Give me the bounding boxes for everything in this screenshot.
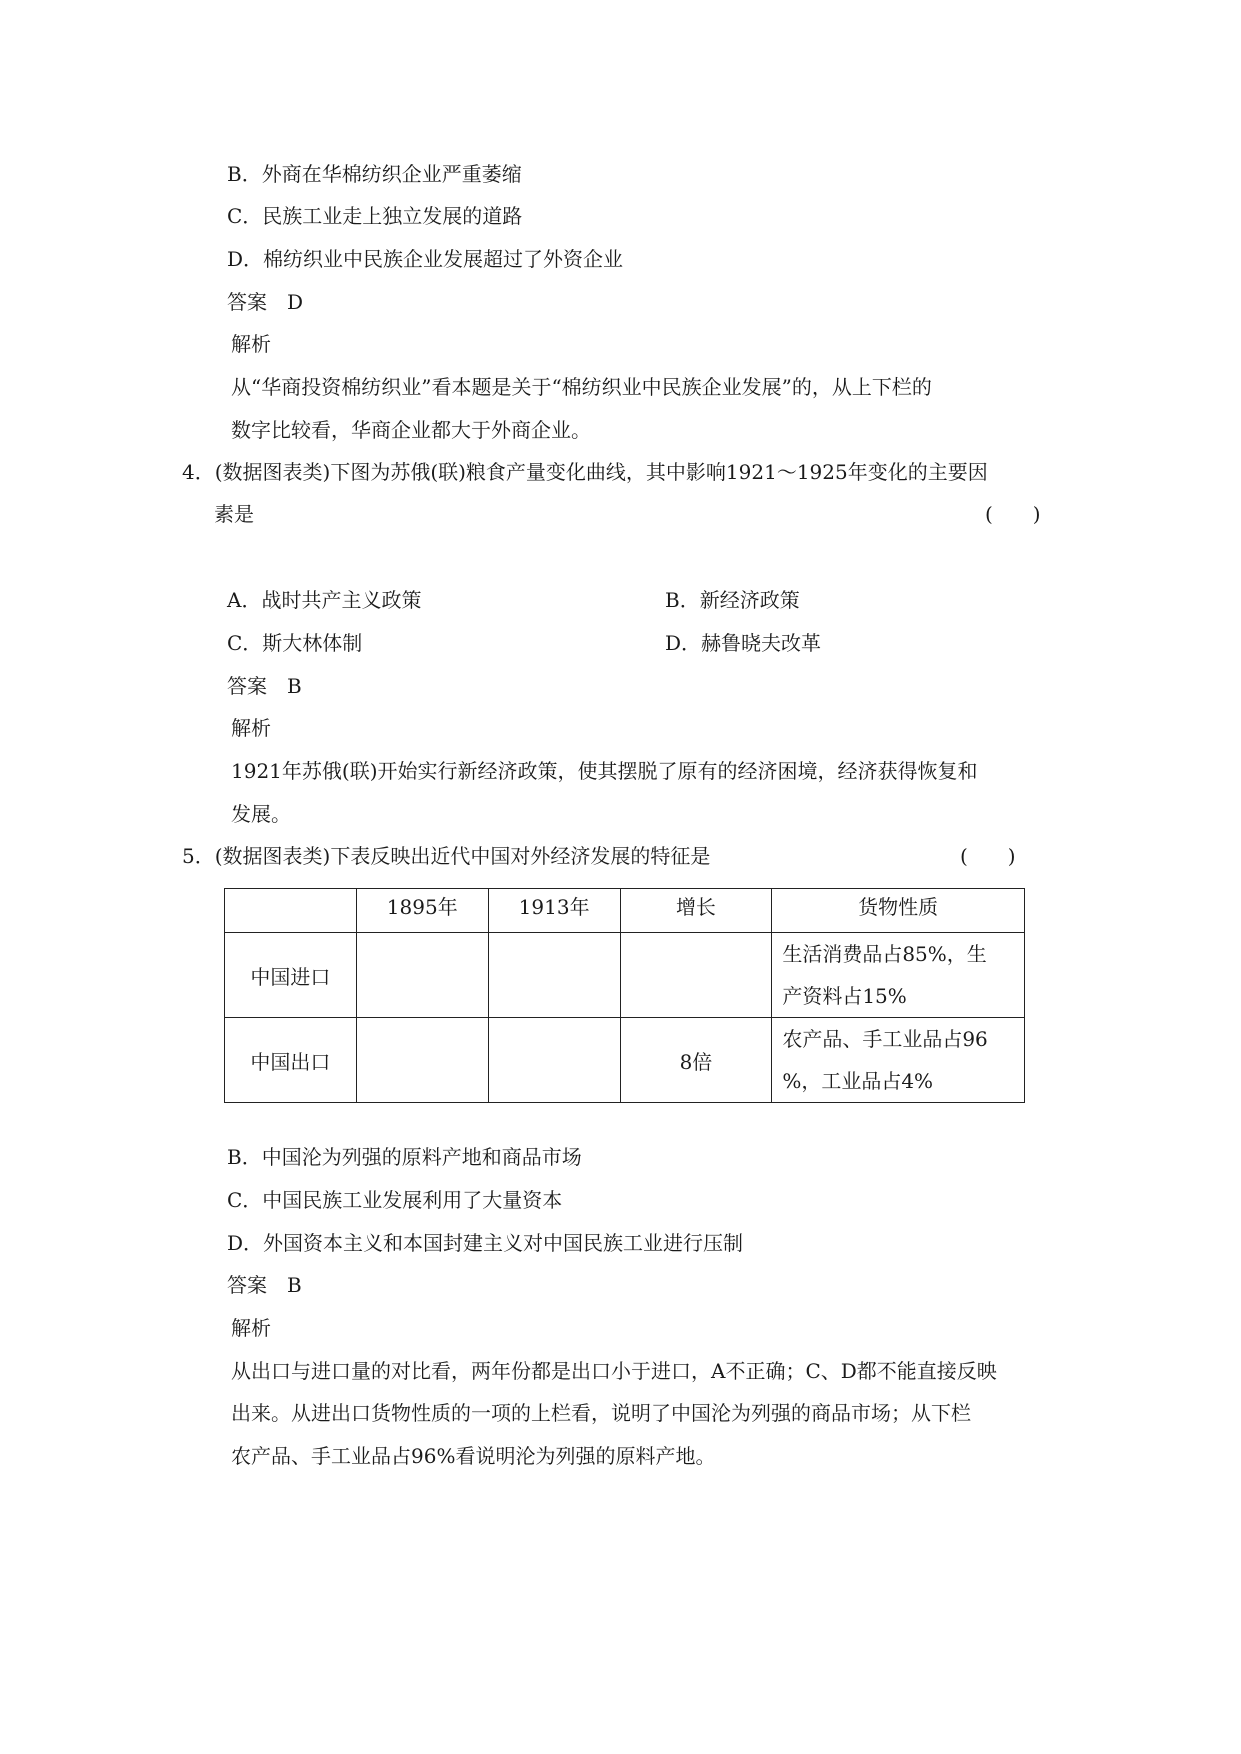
table-cell bbox=[356, 1018, 488, 1103]
table-cell bbox=[488, 933, 620, 1018]
q3-analysis-label: 解析 bbox=[231, 332, 271, 356]
q4-answer-paren: ( ) bbox=[985, 502, 1041, 526]
q4-analysis-line-2: 发展。 bbox=[231, 802, 291, 826]
q4-stem-line-1: 4．(数据图表类)下图为苏俄(联)粮食产量变化曲线，其中影响1921～1925年变化的主要因 bbox=[182, 460, 988, 484]
q5-analysis-line-3: 农产品、手工业品占96%看说明沦为列强的原料产地。 bbox=[231, 1444, 716, 1468]
q4-analysis-label: 解析 bbox=[231, 716, 271, 740]
q3-analysis-line-1: 从“华商投资棉纺织业”看本题是关于“棉纺织业中民族企业发展”的，从上下栏的 bbox=[231, 375, 932, 399]
q3-analysis-line-2: 数字比较看，华商企业都大于外商企业。 bbox=[231, 418, 591, 442]
q4-option-b: B．新经济政策 bbox=[665, 588, 800, 612]
q3-answer: 答案 D bbox=[227, 290, 304, 314]
table-cell bbox=[488, 1018, 620, 1103]
table-header-cell: 增长 bbox=[620, 889, 772, 933]
q4-option-a: A．战时共产主义政策 bbox=[227, 588, 422, 612]
goods-nature-cell bbox=[772, 1018, 1025, 1103]
q5-option-c: C．中国民族工业发展利用了大量资本 bbox=[227, 1188, 563, 1212]
q5-analysis-line-2: 出来。从进出口货物性质的一项的上栏看，说明了中国沦为列强的商品市场；从下栏 bbox=[231, 1401, 971, 1425]
goods-nature-line: 产资料占15% bbox=[782, 984, 907, 1008]
table-header-cell: 1913年 bbox=[488, 889, 620, 933]
q4-answer: 答案 B bbox=[227, 674, 302, 698]
q3-option-b: B．外商在华棉纺织企业严重萎缩 bbox=[227, 162, 522, 186]
table-header-cell: 1895年 bbox=[356, 889, 488, 933]
trade-table bbox=[224, 888, 1025, 1103]
table-cell bbox=[620, 933, 772, 1018]
table-row bbox=[225, 1018, 1025, 1103]
q5-answer-paren: ( ) bbox=[960, 844, 1016, 868]
q4-option-d: D．赫鲁晓夫改革 bbox=[665, 631, 822, 655]
goods-nature-line: 农产品、手工业品占96 bbox=[782, 1027, 988, 1051]
q5-stem: 5．(数据图表类)下表反映出近代中国对外经济发展的特征是 bbox=[182, 844, 711, 868]
goods-nature-line: %，工业品占4% bbox=[782, 1069, 934, 1093]
table-cell: 8倍 bbox=[620, 1018, 772, 1103]
row-label: 中国出口 bbox=[225, 1018, 357, 1103]
q4-stem-line-2: 素是 bbox=[214, 502, 254, 526]
q4-analysis-line-1: 1921年苏俄(联)开始实行新经济政策，使其摆脱了原有的经济困境，经济获得恢复和 bbox=[231, 759, 978, 783]
table-row bbox=[225, 933, 1025, 1018]
q5-analysis-label: 解析 bbox=[231, 1316, 271, 1340]
goods-nature-line: 生活消费品占85%，生 bbox=[782, 942, 987, 966]
table-header-row bbox=[225, 889, 1025, 933]
q5-analysis-line-1: 从出口与进口量的对比看，两年份都是出口小于进口，A不正确；C、D都不能直接反映 bbox=[231, 1359, 997, 1383]
q5-answer: 答案 B bbox=[227, 1273, 302, 1297]
row-label: 中国进口 bbox=[225, 933, 357, 1018]
table-header-cell bbox=[225, 889, 357, 933]
q4-option-c: C．斯大林体制 bbox=[227, 631, 363, 655]
table-cell bbox=[356, 933, 488, 1018]
q3-option-c: C．民族工业走上独立发展的道路 bbox=[227, 204, 523, 228]
q5-option-b: B．中国沦为列强的原料产地和商品市场 bbox=[227, 1145, 582, 1169]
q5-option-d: D．外国资本主义和本国封建主义对中国民族工业进行压制 bbox=[227, 1231, 744, 1255]
goods-nature-cell bbox=[772, 933, 1025, 1018]
q3-option-d: D．棉纺织业中民族企业发展超过了外资企业 bbox=[227, 247, 624, 271]
table-header-cell: 货物性质 bbox=[772, 889, 1025, 933]
